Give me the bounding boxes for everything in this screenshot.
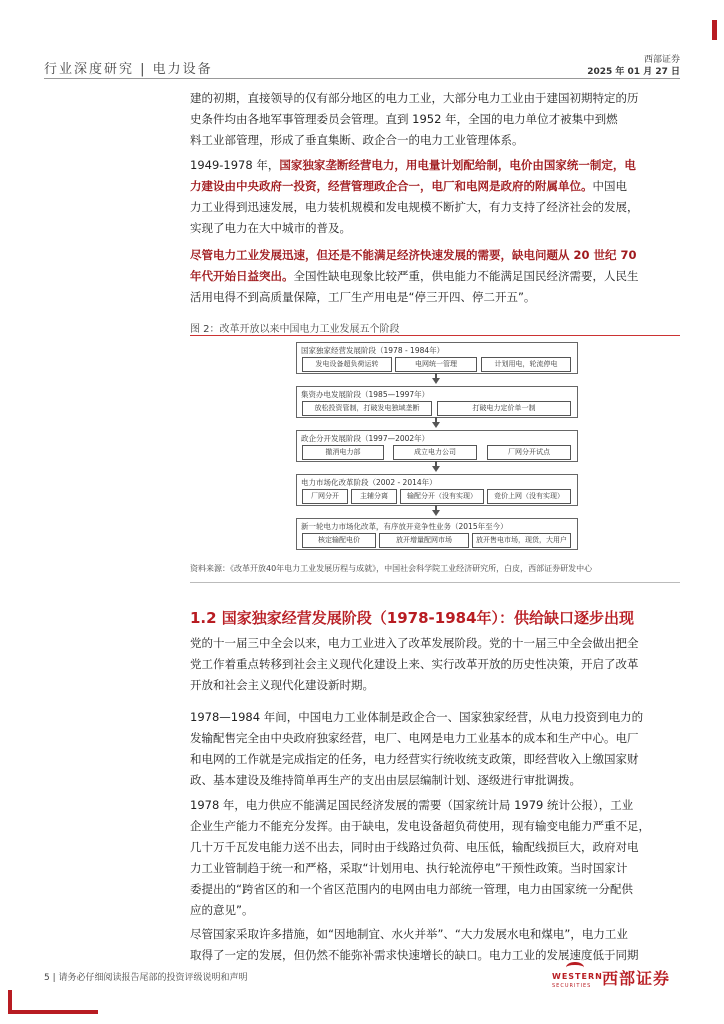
stage-item: 竞价上网（没有实现） bbox=[487, 489, 571, 504]
stage-item: 打破电力定价单一制 bbox=[437, 401, 571, 416]
footer-disclaimer: 5 | 请务必仔细阅读报告尾部的投资评级说明和声明 bbox=[44, 973, 248, 983]
text-emphasis: 尽管电力工业发展迅速，但还是不能满足经济快速发展的需要，缺电问题从 20 世纪 70 bbox=[190, 248, 637, 262]
section-heading: 1.2 国家独家经营发展阶段（1978-1984年）：供给缺口逐步出现 bbox=[190, 609, 635, 627]
text-line: 力工业管制趋于统一和严格，采取“计划用电、执行轮流停电”干预性政策。当时国家计 bbox=[190, 861, 628, 875]
figure-caption: 图 2：改革开放以来中国电力工业发展五个阶段 bbox=[190, 324, 400, 335]
stage-title: 电力市场化改革阶段（2002 - 2014年） bbox=[301, 478, 437, 487]
text-line: 实现了电力在大中城市的普及。 bbox=[190, 221, 351, 235]
text-line: 政、基本建设及维持简单再生产的支出由层层编制计划、逐级进行审批调拨。 bbox=[190, 773, 581, 787]
paragraph-measures bbox=[190, 924, 680, 966]
stage-item: 放开增量配网市场 bbox=[379, 533, 469, 548]
stage-item: 放开售电市场，现货，大用户 bbox=[472, 533, 571, 548]
text-emphasis: 国家独家垄断经营电力，用电量计划配给制，电价由国家统一制定，电 bbox=[279, 158, 636, 172]
text-line: 全国性缺电现象比较严重，供电能力不能满足国民经济需要，人民生 bbox=[293, 269, 639, 283]
text-line: 活用电得不到高质量保障，工厂生产用电是“停三开四、停二开五”。 bbox=[190, 290, 536, 304]
paragraph-shortage bbox=[190, 245, 680, 308]
down-arrow-icon bbox=[432, 510, 440, 516]
text-line: 企业生产能力不能充分发挥。由于缺电，发电设备超负荷使用，现有输变电能力严重不足， bbox=[190, 819, 650, 833]
text-year: 1949-1978 年， bbox=[190, 158, 280, 172]
figure-source: 资料来源：《改革开放40年电力工业发展历程与成就》，中国社会科学院工业经济研究所，白皮，西部证券研发中心 bbox=[190, 564, 593, 573]
stage-box-1 bbox=[296, 342, 578, 374]
stage-item: 放松投资管制，打破发电独域垄断 bbox=[302, 401, 432, 416]
text-line: 发输配售完全由中央政府独家经营，电厂、电网是电力工业基本的成本和生产中心。电厂 bbox=[190, 731, 639, 745]
logo-text-en: WESTERN bbox=[552, 972, 603, 981]
stage-title: 集资办电发展阶段（1985—1997年） bbox=[301, 390, 430, 399]
logo-text-sub: SECURITIES bbox=[552, 983, 592, 989]
stage-box-2 bbox=[296, 386, 578, 418]
source-divider bbox=[190, 582, 680, 583]
footer-red-rule bbox=[8, 1010, 98, 1014]
stage-title: 新一轮电力市场化改革，有序放开竞争性业务（2015年至今） bbox=[301, 522, 508, 531]
header-red-mark bbox=[712, 20, 717, 40]
stage-title: 国家独家经营发展阶段（1978 - 1984年） bbox=[301, 346, 445, 355]
text-line: 尽管国家采取许多措施，如“因地制宜、水火并举”、“大力发展水电和煤电”，电力工业 bbox=[190, 927, 628, 941]
stage-item: 成立电力公司 bbox=[393, 445, 477, 460]
paragraph-1978-1984 bbox=[190, 707, 680, 791]
header-company: 西部证券 bbox=[643, 55, 680, 65]
stage-item: 计划用电，轮流停电 bbox=[481, 357, 571, 372]
logo-text-cn: 西部证券 bbox=[602, 969, 671, 988]
stage-item: 发电设备超负荷运转 bbox=[302, 357, 392, 372]
text-line: 建的初期，直接领导的仅有部分地区的电力工业，大部分电力工业由于建国初期特定的历 bbox=[190, 91, 639, 105]
header-divider bbox=[44, 78, 680, 79]
paragraph-1978-supply bbox=[190, 795, 680, 921]
stage-item: 厂网分开试点 bbox=[487, 445, 571, 460]
down-arrow-icon bbox=[432, 466, 440, 472]
stage-title: 政企分开发展阶段（1997—2002年） bbox=[301, 434, 430, 443]
stage-box-4 bbox=[296, 474, 578, 506]
footer-red-bar bbox=[8, 990, 12, 1012]
text-line: 和电网的工作就是完成指定的任务，电力经营实行统收统支政策，即经营收入上缴国家财 bbox=[190, 752, 639, 766]
text-line: 开放和社会主义现代化建设新时期。 bbox=[190, 678, 374, 692]
report-category: 行业深度研究 | 电力设备 bbox=[44, 62, 213, 77]
header-date: 2025 年 01 月 27 日 bbox=[587, 67, 680, 77]
text-line: 料工业部管理，形成了垂直集断、政企合一的电力工业管理体系。 bbox=[190, 133, 524, 147]
stage-box-5 bbox=[296, 518, 578, 550]
text-emphasis: 力建设由中央政府一投资，经营管理政企合一，电厂和电网是政府的附属单位。 bbox=[190, 179, 593, 193]
down-arrow-icon bbox=[432, 378, 440, 384]
paragraph-reform-start bbox=[190, 633, 680, 696]
text-line: 1978 年，电力供应不能满足国民经济发展的需要（国家统计局 1979 统计公报），工业 bbox=[190, 798, 634, 812]
text-line: 力工业得到迅速发展，电力装机规模和发电规模不断扩大，有力支持了经济社会的发展， bbox=[190, 200, 639, 214]
stage-item: 输配分开（没有实现） bbox=[400, 489, 484, 504]
stage-item: 厂网分开 bbox=[302, 489, 348, 504]
text-line: 委提出的“跨省区的和一个省区范围内的电网由电力部统一管理，电力由国家统一分配供 bbox=[190, 882, 633, 896]
text-line: 党的十一届三中全会以来，电力工业进入了改革发展阶段。党的十一届三中全会做出把全 bbox=[190, 636, 639, 650]
text-line: 党工作着重点转移到社会主义现代化建设上来、实行改革开放的历史性决策，开启了改革 bbox=[190, 657, 639, 671]
text-line: 1978—1984 年间，中国电力工业体制是政企合一、国家独家经营，从电力投资到电力的 bbox=[190, 710, 644, 724]
text-line: 史条件均由各地军事管理委员会管理。直到 1952 年，全国的电力单位才被集中到燃 bbox=[190, 112, 618, 126]
text-line: 应的意见”。 bbox=[190, 903, 254, 917]
stage-item: 核定输配电价 bbox=[302, 533, 376, 548]
stage-item: 电网统一管理 bbox=[395, 357, 477, 372]
figure-top-rule bbox=[190, 335, 680, 336]
down-arrow-icon bbox=[432, 422, 440, 428]
stage-box-3 bbox=[296, 430, 578, 462]
paragraph-intro bbox=[190, 88, 680, 151]
stage-item: 主辅分离 bbox=[351, 489, 397, 504]
text-line: 几十万千瓦发电能力送不出去，同时由于线路过负荷、电压低，输配线损巨大，政府对电 bbox=[190, 840, 639, 854]
text-line: 取得了一定的发展，但仍然不能弥补需求快速增长的缺口。电力工业的发展速度低于同期 bbox=[190, 948, 639, 962]
text-line: 中国电 bbox=[592, 179, 627, 193]
text-emphasis: 年代开始日益突出。 bbox=[190, 269, 294, 283]
paragraph-1949-1978 bbox=[190, 155, 680, 239]
stage-item: 撤消电力部 bbox=[302, 445, 384, 460]
